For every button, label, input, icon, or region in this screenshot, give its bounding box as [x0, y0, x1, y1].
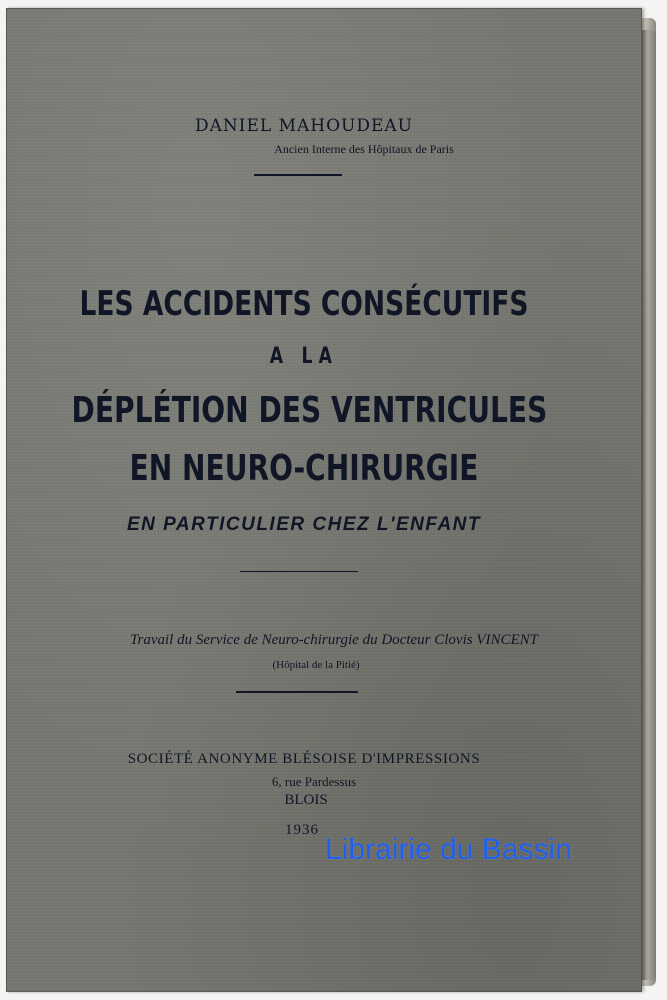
title-line-3: DÉPLÉTION DES VENTRICULES	[71, 390, 548, 431]
work-note: Travail du Service de Neuro-chirurgie du Docteur Clovis VINCENT	[129, 632, 538, 648]
publisher-name: SOCIÉTÉ ANONYME BLÉSOISE D'IMPRESSIONS	[127, 751, 481, 767]
bookseller-watermark: Librairie du Bassin	[325, 833, 572, 866]
title-line-4: EN NEURO-CHIRURGIE	[129, 448, 479, 489]
hospital-note: (Hôpital de la Pitié)	[272, 659, 360, 671]
title-line-2: A LA	[269, 344, 339, 369]
divider-middle	[240, 571, 358, 572]
title-line-1: LES ACCIDENTS CONSÉCUTIFS	[79, 284, 529, 324]
subtitle: EN PARTICULIER CHEZ L'ENFANT	[126, 514, 482, 535]
divider-lower	[236, 691, 358, 693]
publication-year: 1936	[285, 822, 319, 838]
author-name: DANIEL MAHOUDEAU	[194, 116, 414, 136]
author-affiliation: Ancien Interne des Hôpitaux de Paris	[274, 142, 454, 156]
publisher-address: 6, rue Pardessus	[271, 774, 357, 789]
inner-pages-edge-shadow	[640, 30, 656, 980]
publisher-city: BLOIS	[284, 792, 328, 808]
divider-top	[254, 174, 342, 176]
